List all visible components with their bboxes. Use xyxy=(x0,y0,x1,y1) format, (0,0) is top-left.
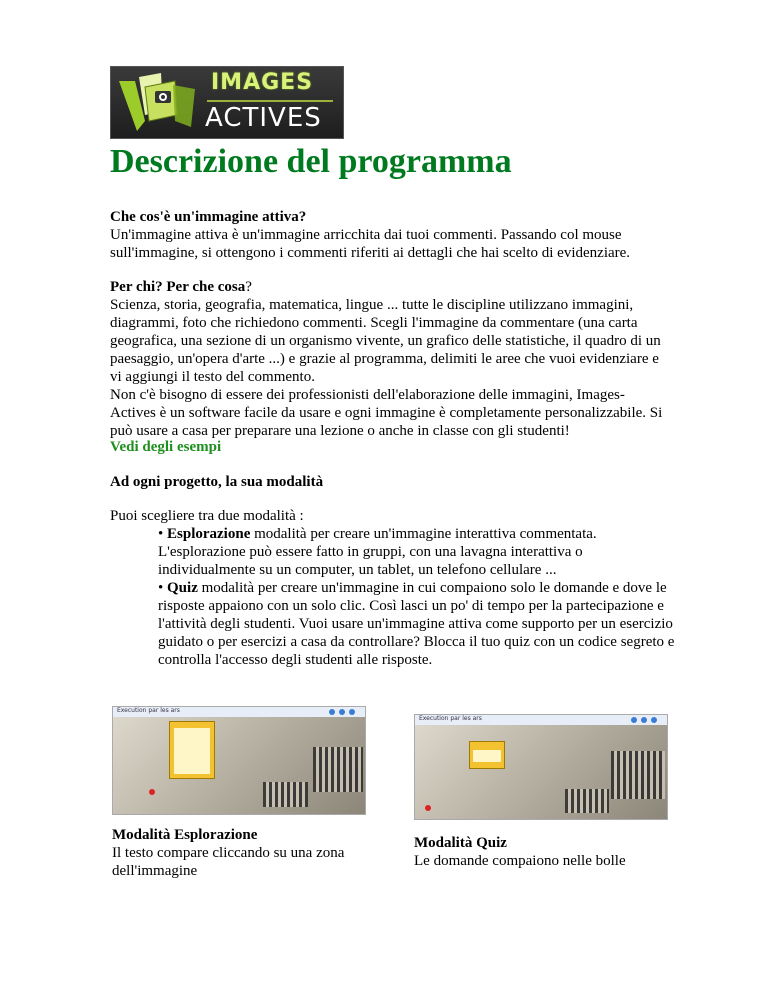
crowd-detail xyxy=(263,782,308,807)
section-body: Scienza, storia, geografia, matematica, lingue ... tutte le discipline utilizzano immagini, diagrammi, foto che richiedono commenti. Scegli l'immagine da commentare (una carta geografica, una sezione di un organismo vivente, un grafico delle statistiche, il quadro di un paesaggio, un'opera d'arte ...) e grazie al programma, delimiti le aree che vuoi evidenziare e vi aggiungi il testo del commento. xyxy=(110,297,661,385)
logo-divider xyxy=(207,100,333,102)
heading-text: Per chi? Per che cosa xyxy=(110,279,246,295)
caption-text: Il testo compare cliccando su una zona dell'immagine xyxy=(112,845,345,879)
mode-title: Quiz xyxy=(167,580,198,596)
hotspot-marker xyxy=(425,805,431,811)
caption-title: Modalità Esplorazione xyxy=(112,827,258,843)
images-actives-logo xyxy=(110,66,344,139)
mode-item-quiz xyxy=(158,579,678,669)
bullet: • xyxy=(158,580,164,596)
caption-exploration xyxy=(112,826,372,880)
section-heading-modes: Ad ogni progetto, la sua modalità xyxy=(110,474,324,490)
crowd-detail xyxy=(313,747,363,792)
heading-question-mark: ? xyxy=(245,279,252,295)
window-button-icon xyxy=(349,709,355,715)
caption-quiz xyxy=(414,834,674,870)
logo-emblem-icon xyxy=(115,71,203,135)
caption-title: Modalità Quiz xyxy=(414,835,507,851)
window-title-bar xyxy=(113,707,365,717)
window-button-icon xyxy=(651,717,657,723)
window-title: Execution par les ars xyxy=(419,715,482,722)
mode-text: modalità per creare un'immagine interattiva commentata. L'esplorazione può essere fatto in gruppi, con una lavagna interattiva o individualmente su un computer, un tablet, un telefono cellulare ... xyxy=(158,526,597,578)
mode-list xyxy=(158,525,678,669)
screenshot-exploration xyxy=(112,706,366,815)
window-button-icon xyxy=(631,717,637,723)
window-button-icon xyxy=(641,717,647,723)
section-what-is xyxy=(110,208,670,262)
logo-line2: ACTIVES xyxy=(205,103,322,133)
quiz-bubble xyxy=(469,741,505,769)
window-button-icon xyxy=(339,709,345,715)
bullet: • xyxy=(158,526,164,542)
logo-line1: IMAGES xyxy=(211,70,314,95)
window-title-bar xyxy=(415,715,667,725)
examples-link[interactable]: Vedi degli esempi xyxy=(110,439,222,455)
crowd-detail xyxy=(611,751,665,799)
section-heading: Che cos'è un'immagine attiva? xyxy=(110,209,307,225)
hotspot-marker xyxy=(149,789,155,795)
mode-title: Esplorazione xyxy=(167,526,251,542)
modes-intro: Puoi scegliere tra due modalità : xyxy=(110,508,304,524)
window-title: Execution par les ars xyxy=(117,707,180,714)
section-body: Un'immagine attiva è un'immagine arricchita dai tuoi commenti. Passando col mouse sull'immagine, si ottengono i commenti riferiti ai dettagli che hai scelto di evidenziare. xyxy=(110,227,631,261)
screenshot-quiz xyxy=(414,714,668,820)
page-title: Descrizione del programma xyxy=(110,143,512,180)
comment-popup xyxy=(169,721,215,779)
window-button-icon xyxy=(329,709,335,715)
mode-item-exploration xyxy=(158,525,678,579)
section-body: Non c'è bisogno di essere dei professionisti dell'elaborazione delle immagini, Images-Actives è un software facile da usare e ogni immagine è completamente personalizzabile. Si può usare a casa per preparare una lezione o anche in classe con gli studenti! xyxy=(110,387,663,439)
mode-text: modalità per creare un'immagine in cui compaiono solo le domande e dove le risposte appaiono con un solo clic. Così lasci un po' di tempo per la partecipazione e l'attività degli studenti. Vuoi usare un'immagine attiva come supporto per un esercizio guidato o per esercizi a casa da controllare? Blocca il tuo quiz con un codice segreto e controlla l'accesso degli studenti alle risposte. xyxy=(158,580,675,668)
section-heading xyxy=(110,278,670,296)
section-for-whom xyxy=(110,278,670,440)
crowd-detail xyxy=(565,789,609,813)
caption-text: Le domande compaiono nelle bolle xyxy=(414,853,626,869)
